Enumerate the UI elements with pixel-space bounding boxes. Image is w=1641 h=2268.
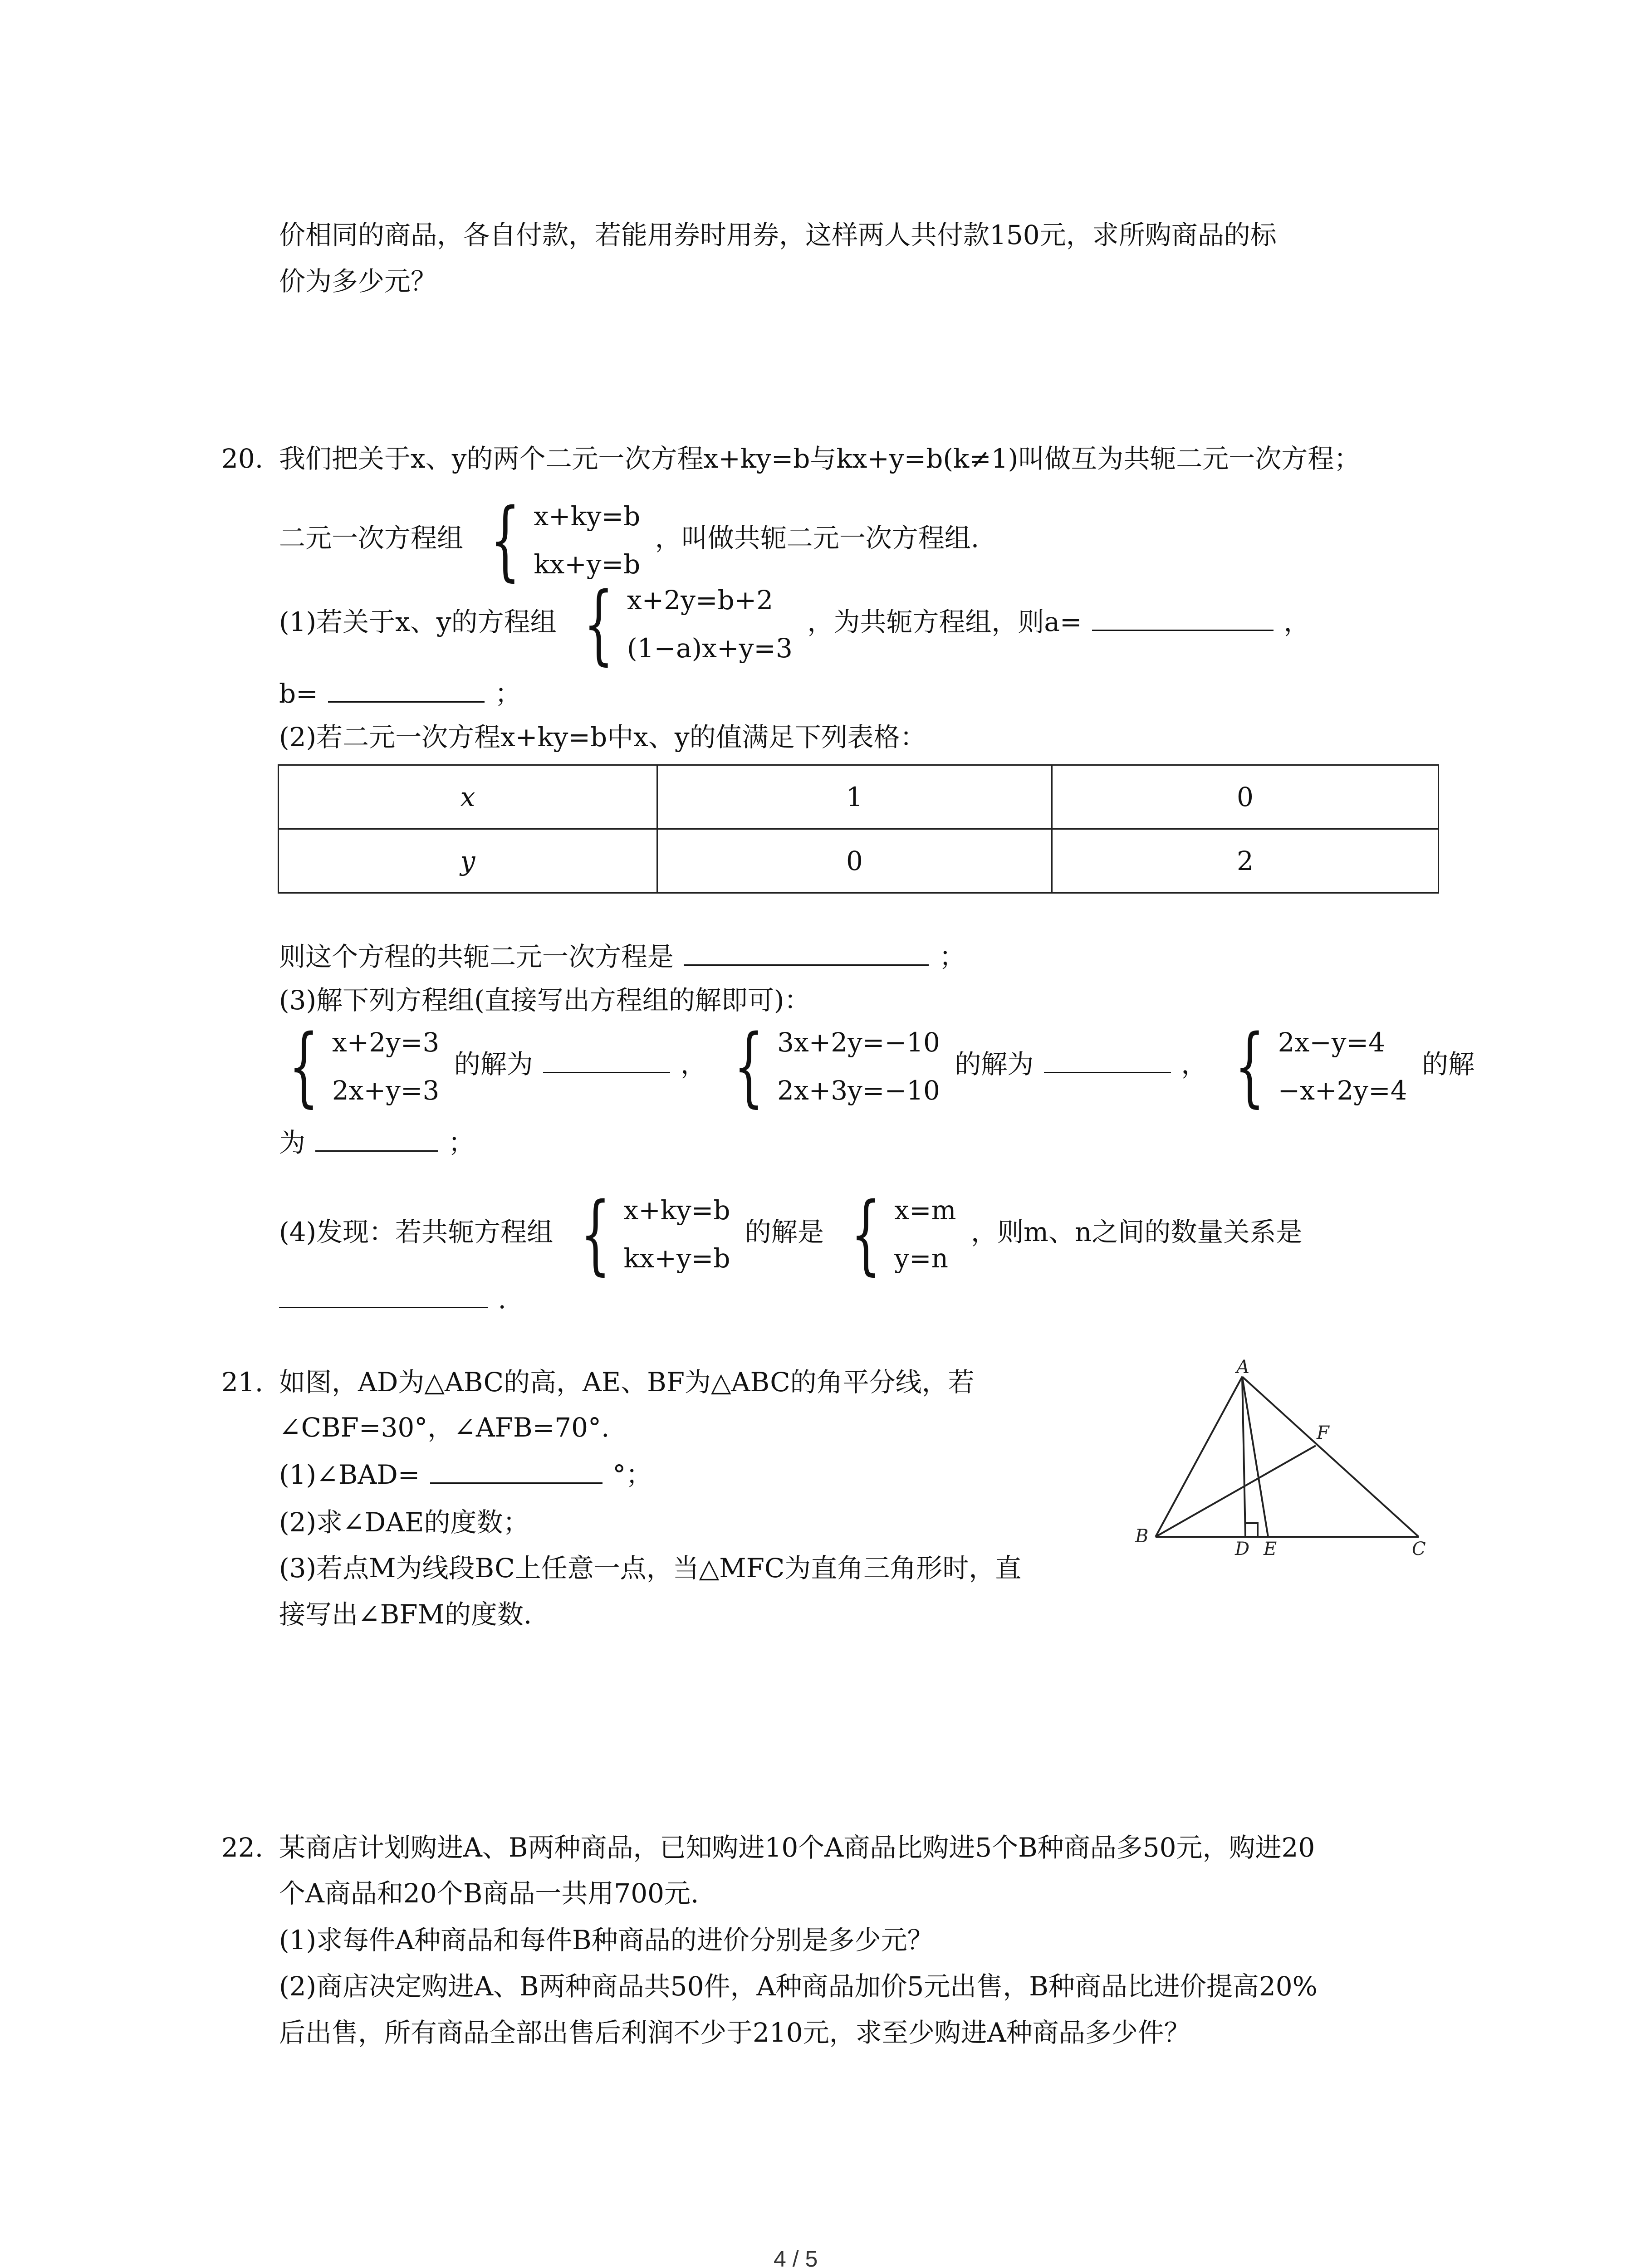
q20-p4-text: (4)发现：若共轭方程组 bbox=[279, 1217, 554, 1248]
q22-part-2-line-2: 后出售，所有商品全部出售后利润不少于210元，求至少购进A种商品多少件？ bbox=[279, 2017, 1190, 2048]
table-cell: 0 bbox=[1052, 765, 1439, 829]
label-a: A bbox=[1236, 1357, 1249, 1378]
q21-number: 21. bbox=[221, 1367, 264, 1398]
q22-number: 22. bbox=[221, 1832, 264, 1863]
equation: x+2y=b+2 bbox=[627, 585, 774, 616]
q21-p1-text: (1)∠BAD= bbox=[279, 1459, 420, 1490]
q22-part-1: (1)求每件A种商品和每件B种商品的进价分别是多少元？ bbox=[279, 1925, 934, 1955]
q20-p2-answer-end: ； bbox=[939, 941, 965, 972]
q20-p1-b-end: ； bbox=[495, 678, 521, 709]
label-c: C bbox=[1412, 1539, 1426, 1559]
equation: x=m bbox=[894, 1195, 956, 1226]
q20-p1-text-after: ，为共轭方程组，则a= bbox=[807, 606, 1082, 638]
q20-p4-mid: 的解是 bbox=[745, 1217, 824, 1248]
q21-part-3-line-2: 接写出∠BFM的度数. bbox=[279, 1599, 532, 1630]
q22-part-2-line-1: (2)商店决定购进A、B两种商品共50件，A种商品加价5元出售，B种商品比进价提高20% bbox=[279, 1971, 1318, 2002]
label-f: F bbox=[1317, 1422, 1329, 1443]
equation: 3x+2y=−10 bbox=[777, 1027, 940, 1058]
label-e: E bbox=[1264, 1539, 1277, 1559]
brace-icon: { bbox=[851, 1184, 882, 1284]
brace-icon: { bbox=[1234, 1016, 1265, 1116]
q20-p1-text: (1)若关于x、y的方程组 bbox=[279, 606, 557, 638]
q20-p3-end: ； bbox=[448, 1127, 475, 1158]
q20-intro-text: 二元一次方程组 bbox=[279, 523, 464, 554]
q20-p3-sol-label-1: 的解为 bbox=[454, 1049, 533, 1080]
q21-line-2: ∠CBF=30°，∠AFB=70°. bbox=[279, 1412, 610, 1443]
brace-icon: { bbox=[289, 1016, 319, 1116]
brace-icon: { bbox=[734, 1016, 764, 1116]
brace-icon: { bbox=[583, 574, 614, 674]
q21-p1-end: °； bbox=[612, 1459, 652, 1490]
table-cell: 2 bbox=[1052, 829, 1439, 893]
equation: (1−a)x+y=3 bbox=[627, 633, 793, 664]
q20-intro-text-after: ，叫做共轭二元一次方程组. bbox=[655, 523, 980, 554]
equation: kx+y=b bbox=[534, 549, 641, 580]
equation: −x+2y=4 bbox=[1278, 1075, 1407, 1106]
q20-p3-comma-2: ， bbox=[1181, 1049, 1208, 1080]
q21-line-1: 如图，AD为△ABC的高，AE、BF为△ABC的角平分线，若 bbox=[279, 1367, 975, 1398]
q20-p1-b-label: b= bbox=[279, 678, 318, 709]
equation: y=n bbox=[894, 1243, 948, 1274]
q22-line-1: 某商店计划购进A、B两种商品，已知购进10个A商品比购进5个B种商品多50元，购进20 bbox=[279, 1832, 1315, 1863]
table-cell: 1 bbox=[657, 765, 1052, 829]
label-b: B bbox=[1135, 1526, 1149, 1547]
equation: x+ky=b bbox=[623, 1195, 730, 1226]
q21-part-2: (2)求∠DAE的度数； bbox=[279, 1507, 529, 1538]
height-ad bbox=[1242, 1377, 1245, 1537]
page-number: 4 / 5 bbox=[774, 2246, 818, 2268]
q20-p4-end: . bbox=[498, 1284, 506, 1315]
q21-part-3-line-1: (3)若点M为线段BC上任意一点，当△MFC为直角三角形时，直 bbox=[279, 1553, 1022, 1584]
equation: 2x−y=4 bbox=[1278, 1027, 1386, 1058]
table-cell: x bbox=[279, 765, 657, 829]
equation: x+ky=b bbox=[534, 501, 641, 532]
q20-intro-line-1: 我们把关于x、y的两个二元一次方程x+ky=b与kx+y=b(k≠1)叫做互为共轭二元一次方程； bbox=[279, 443, 1361, 474]
label-d: D bbox=[1235, 1539, 1250, 1559]
q20-p2-answer-text: 则这个方程的共轭二元一次方程是 bbox=[279, 941, 674, 972]
table-cell: 0 bbox=[657, 829, 1052, 893]
q22-line-2: 个A商品和20个B商品一共用700元. bbox=[279, 1878, 699, 1909]
q19-line-1: 价相同的商品，各自付款，若能用券时用券，这样两人共付款150元，求所购商品的标 bbox=[279, 220, 1277, 250]
q20-number: 20. bbox=[221, 443, 264, 474]
q20-p3-sol-label-3: 的解 bbox=[1422, 1049, 1475, 1080]
brace-icon: { bbox=[580, 1184, 611, 1284]
equation: 2x+y=3 bbox=[332, 1075, 440, 1106]
q20-part-2-text: (2)若二元一次方程x+ky=b中x、y的值满足下列表格： bbox=[279, 722, 926, 753]
q20-part-3-text: (3)解下列方程组(直接写出方程组的解即可)： bbox=[279, 985, 811, 1016]
equation: x+2y=3 bbox=[332, 1027, 440, 1058]
bisector-ae bbox=[1242, 1377, 1268, 1537]
brace-icon: { bbox=[490, 490, 521, 590]
q20-p3-sol-label-2: 的解为 bbox=[955, 1049, 1034, 1080]
q20-p1-end: ， bbox=[1283, 606, 1310, 638]
q19-line-2: 价为多少元？ bbox=[279, 266, 437, 297]
table-cell: y bbox=[279, 829, 657, 893]
q20-p3-comma-1: ， bbox=[680, 1049, 707, 1080]
q20-p4-after: ，则m、n之间的数量关系是 bbox=[970, 1217, 1303, 1248]
side-ac bbox=[1242, 1377, 1419, 1537]
right-angle-mark bbox=[1245, 1523, 1258, 1537]
equation: 2x+3y=−10 bbox=[777, 1075, 940, 1106]
equation: kx+y=b bbox=[623, 1243, 730, 1274]
q20-p3-wei: 为 bbox=[279, 1127, 306, 1158]
